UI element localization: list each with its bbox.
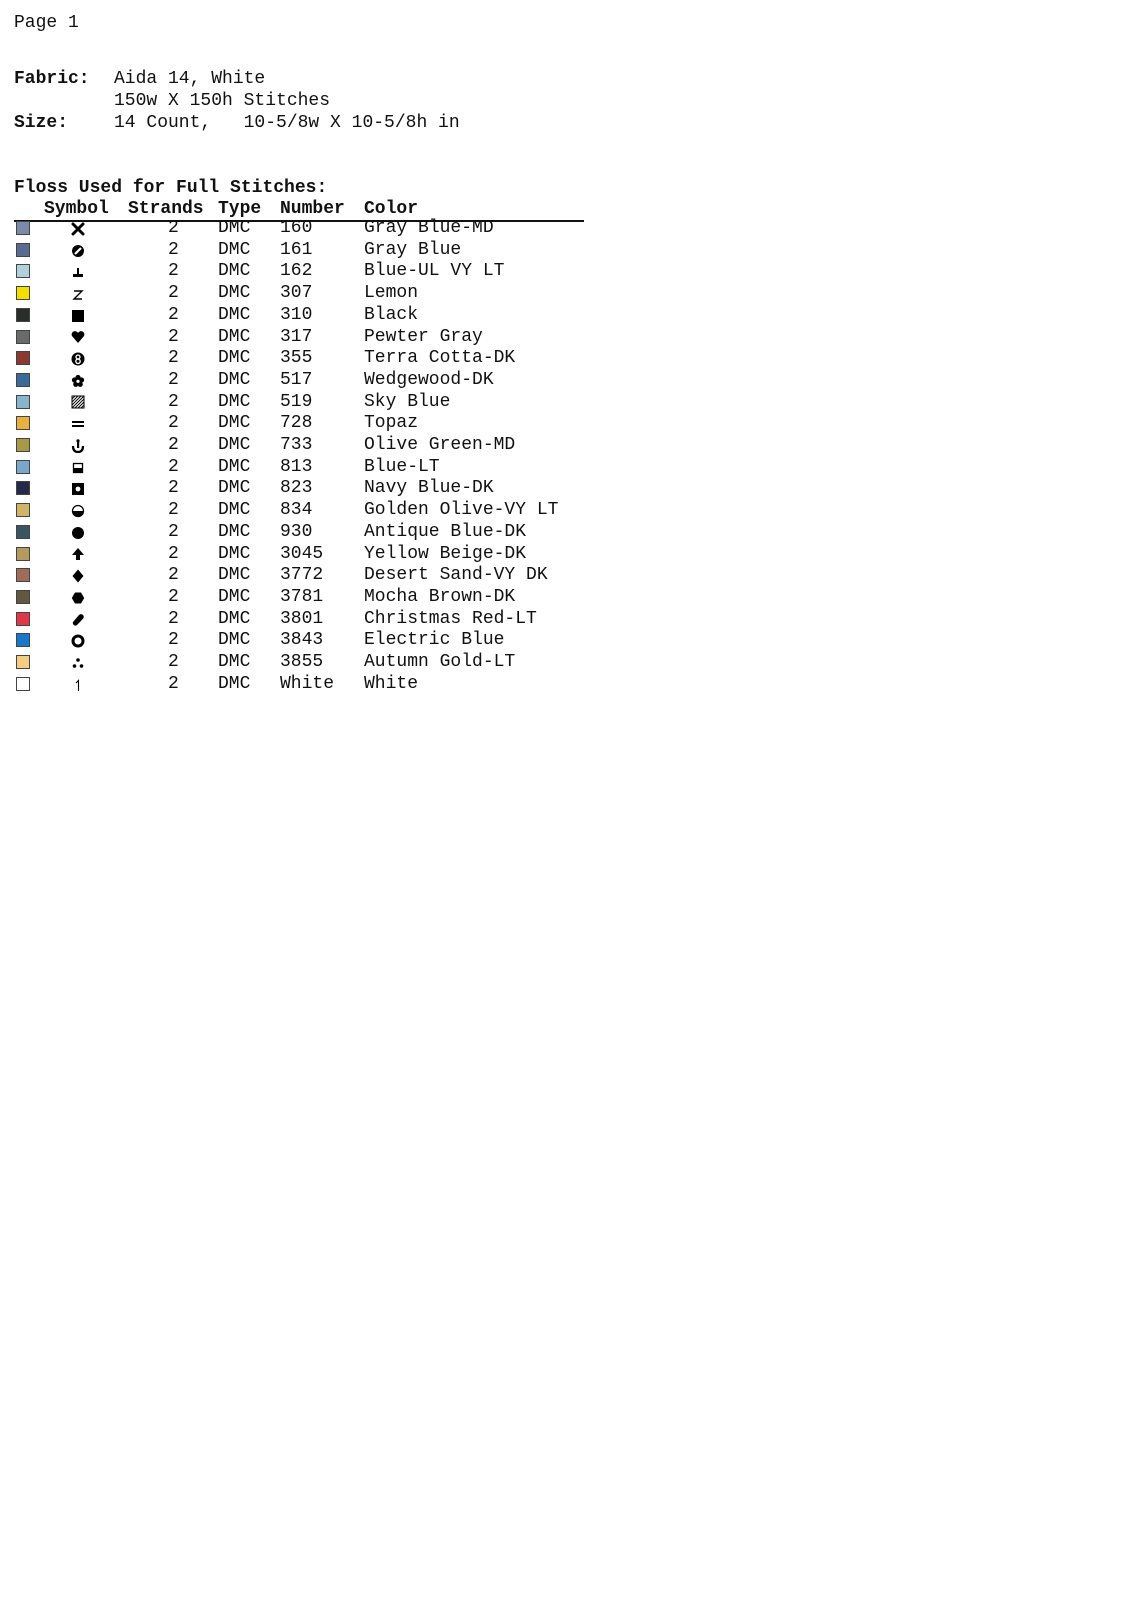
color-name-cell: Black [364, 304, 419, 325]
type-cell: DMC [218, 326, 251, 347]
floss-row [0, 283, 600, 305]
color-name-cell: Electric Blue [364, 630, 505, 651]
strands-cell: 2 [168, 565, 179, 586]
floss-row [0, 674, 600, 696]
up-arrow-icon [66, 544, 90, 566]
strands-cell: 2 [168, 283, 179, 304]
type-cell: DMC [218, 565, 251, 586]
color-swatch [16, 633, 30, 647]
strands-cell: 2 [168, 608, 179, 629]
color-swatch [16, 416, 30, 430]
strands-cell: 2 [168, 586, 179, 607]
number-cell: 3843 [280, 630, 324, 651]
type-cell: DMC [218, 391, 251, 412]
color-name-cell: Christmas Red-LT [364, 608, 537, 629]
floss-row [0, 609, 600, 631]
color-name-cell: Yellow Beige-DK [364, 543, 527, 564]
capsule-icon [66, 609, 90, 631]
type-cell: DMC [218, 283, 251, 304]
type-cell: DMC [218, 521, 251, 542]
color-swatch [16, 438, 30, 452]
floss-row [0, 478, 600, 500]
slashed-circle-icon [66, 240, 90, 262]
hatched-square-icon [66, 392, 90, 414]
half-square-icon [66, 457, 90, 479]
floss-row [0, 392, 600, 414]
half-circle-icon [66, 500, 90, 522]
type-cell: DMC [218, 652, 251, 672]
floss-row [0, 522, 600, 544]
number-cell: 161 [280, 239, 313, 260]
strands-cell: 2 [168, 456, 179, 477]
color-name-cell: Sky Blue [364, 391, 451, 412]
floss-row [0, 370, 600, 392]
strands-cell: 2 [168, 521, 179, 542]
header-type: Type [218, 199, 262, 219]
strands-cell: 2 [168, 369, 179, 390]
strands-cell: 2 [168, 218, 179, 238]
strands-cell: 2 [168, 239, 179, 260]
ring-icon [66, 630, 90, 652]
color-name-cell: Autumn Gold-LT [364, 652, 516, 672]
type-cell: DMC [218, 586, 251, 607]
number-cell: 519 [280, 391, 313, 412]
color-swatch [16, 395, 30, 409]
number-cell: 355 [280, 348, 313, 369]
strands-cell: 2 [168, 326, 179, 347]
color-name-cell: Terra Cotta-DK [364, 348, 516, 369]
color-swatch [16, 351, 30, 365]
hexagon-icon [66, 587, 90, 609]
color-swatch [16, 677, 30, 691]
floss-heading: Floss Used for Full Stitches: [14, 178, 328, 198]
floss-row [0, 218, 600, 240]
type-cell: DMC [218, 500, 251, 521]
strands-cell: 2 [168, 413, 179, 434]
color-swatch [16, 221, 30, 235]
strands-cell: 2 [168, 348, 179, 369]
color-name-cell: Desert Sand-VY DK [364, 565, 548, 586]
number-cell: 813 [280, 456, 313, 477]
strands-cell: 2 [168, 261, 179, 282]
x-icon [66, 218, 90, 240]
square-icon [66, 305, 90, 327]
strands-cell: 2 [168, 630, 179, 651]
floss-row [0, 327, 600, 349]
number-cell: White [280, 673, 335, 694]
strands-cell: 2 [168, 500, 179, 521]
floss-row [0, 435, 600, 457]
color-name-cell: Antique Blue-DK [364, 521, 527, 542]
floss-row [0, 544, 600, 566]
color-swatch [16, 590, 30, 604]
number-cell: 733 [280, 435, 313, 455]
strands-cell: 2 [168, 391, 179, 412]
number-cell: 834 [280, 500, 313, 521]
type-cell: DMC [218, 304, 251, 325]
strands-cell: 2 [168, 478, 179, 499]
z-icon [66, 283, 90, 305]
color-swatch [16, 503, 30, 517]
circled-eight-icon [66, 348, 90, 370]
color-name-cell: Lemon [364, 283, 419, 304]
type-cell: DMC [218, 673, 251, 694]
color-swatch [16, 612, 30, 626]
number-cell: 728 [280, 413, 313, 434]
color-swatch [16, 373, 30, 387]
color-name-cell: Olive Green-MD [364, 435, 516, 455]
color-swatch [16, 525, 30, 539]
diamond-icon [66, 565, 90, 587]
stitch-count: 150w X 150h Stitches [114, 91, 331, 111]
type-cell: DMC [218, 630, 251, 651]
fabric-value: Aida 14, White [114, 69, 266, 89]
anchor-icon [66, 435, 90, 457]
color-swatch [16, 547, 30, 561]
size-value: 14 Count, 10-5/8w X 10-5/8h in [114, 113, 460, 133]
strands-cell: 2 [168, 543, 179, 564]
type-cell: DMC [218, 478, 251, 499]
fabric-label: Fabric: [14, 69, 90, 89]
floss-row [0, 261, 600, 283]
number-cell: 823 [280, 478, 313, 499]
number-cell: 517 [280, 369, 313, 390]
strands-cell: 2 [168, 652, 179, 672]
color-name-cell: Topaz [364, 413, 419, 434]
type-cell: DMC [218, 413, 251, 434]
number-cell: 162 [280, 261, 313, 282]
header-color: Color [364, 199, 419, 219]
type-cell: DMC [218, 456, 251, 477]
number-cell: 3045 [280, 543, 324, 564]
heart-icon [66, 327, 90, 349]
floss-row [0, 587, 600, 609]
one-icon [66, 674, 90, 696]
color-name-cell: Blue-LT [364, 456, 440, 477]
header-symbol: Symbol [44, 199, 109, 219]
floss-row [0, 652, 600, 674]
color-swatch [16, 460, 30, 474]
three-dots-icon [66, 652, 90, 674]
strands-cell: 2 [168, 673, 179, 694]
color-name-cell: White [364, 673, 419, 694]
floss-row [0, 630, 600, 652]
floss-row [0, 500, 600, 522]
color-name-cell: Gray Blue-MD [364, 218, 494, 238]
circle-icon [66, 522, 90, 544]
number-cell: 930 [280, 521, 313, 542]
number-cell: 3772 [280, 565, 324, 586]
color-name-cell: Navy Blue-DK [364, 478, 494, 499]
number-cell: 3801 [280, 608, 324, 629]
color-name-cell: Wedgewood-DK [364, 369, 494, 390]
type-cell: DMC [218, 543, 251, 564]
strands-cell: 2 [168, 304, 179, 325]
number-cell: 3855 [280, 652, 324, 672]
type-cell: DMC [218, 239, 251, 260]
size-label: Size: [14, 113, 69, 133]
color-swatch [16, 568, 30, 582]
floss-row [0, 565, 600, 587]
floss-row [0, 240, 600, 262]
color-name-cell: Pewter Gray [364, 326, 483, 347]
color-name-cell: Blue-UL VY LT [364, 261, 505, 282]
type-cell: DMC [218, 435, 251, 455]
color-name-cell: Gray Blue [364, 239, 462, 260]
page-label: Page 1 [14, 13, 79, 33]
floss-row [0, 457, 600, 479]
color-swatch [16, 264, 30, 278]
header-strands: Strands [128, 199, 204, 219]
color-swatch [16, 330, 30, 344]
floss-row [0, 305, 600, 327]
floss-row [0, 348, 600, 370]
floss-row [0, 413, 600, 435]
flower-icon [66, 370, 90, 392]
number-cell: 310 [280, 304, 313, 325]
small-t-icon [66, 261, 90, 283]
type-cell: DMC [218, 369, 251, 390]
number-cell: 3781 [280, 586, 324, 607]
color-swatch [16, 308, 30, 322]
number-cell: 160 [280, 218, 313, 238]
number-cell: 317 [280, 326, 313, 347]
color-swatch [16, 286, 30, 300]
color-swatch [16, 243, 30, 257]
number-cell: 307 [280, 283, 313, 304]
header-number: Number [280, 199, 345, 219]
color-name-cell: Mocha Brown-DK [364, 586, 516, 607]
color-name-cell: Golden Olive-VY LT [364, 500, 559, 521]
color-swatch [16, 655, 30, 669]
square-dot-icon [66, 478, 90, 500]
color-swatch [16, 481, 30, 495]
double-bar-icon [66, 413, 90, 435]
strands-cell: 2 [168, 435, 179, 455]
type-cell: DMC [218, 348, 251, 369]
type-cell: DMC [218, 218, 251, 238]
type-cell: DMC [218, 608, 251, 629]
type-cell: DMC [218, 261, 251, 282]
